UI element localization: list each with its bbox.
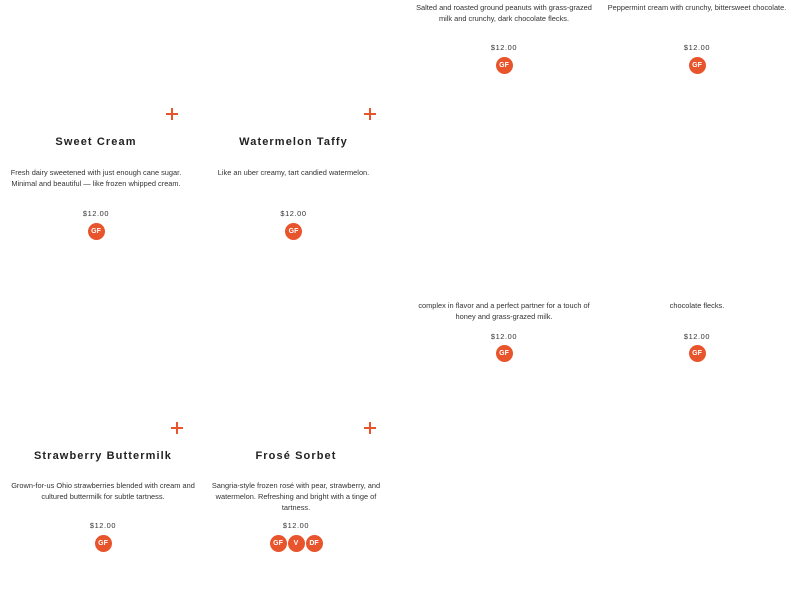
product-price: $12.00 <box>490 43 518 52</box>
product-name: Strawberry Buttermilk <box>33 450 173 462</box>
product-description: Sangria-style frozen rosé with pear, strawberry, and watermelon. Refreshing and bright with a tinge of tartness. <box>211 481 381 512</box>
gluten-free-badge: GF <box>496 345 513 362</box>
gluten-free-badge: GF <box>270 535 287 552</box>
product-price: $12.00 <box>82 209 110 218</box>
product-description: Fresh dairy sweetened with just enough cane sugar. Minimal and beautiful — like frozen whipped cream. <box>10 168 182 188</box>
product-description: Like an uber creamy, tart candied watermelon. <box>217 168 370 177</box>
dietary-badges <box>206 535 386 552</box>
plus-icon[interactable] <box>171 422 183 434</box>
dietary-badges <box>0 223 192 240</box>
dietary-badges <box>602 345 792 362</box>
plus-icon[interactable] <box>364 422 376 434</box>
gluten-free-badge: GF <box>95 535 112 552</box>
product-price: $12.00 <box>683 43 711 52</box>
dietary-badges <box>4 535 202 552</box>
gluten-free-badge: GF <box>285 223 302 240</box>
product-price: $12.00 <box>280 209 307 218</box>
plus-icon[interactable] <box>166 108 178 120</box>
product-description: Salted and roasted ground peanuts with grass-grazed milk and crunchy, dark chocolate flecks. <box>416 3 592 23</box>
product-description: complex in flavor and a perfect partner for a touch of honey and grass-grazed milk. <box>418 301 590 321</box>
product-name: Frosé Sorbet <box>255 450 337 462</box>
product-description: chocolate flecks. <box>669 301 725 310</box>
gluten-free-badge: GF <box>689 345 706 362</box>
product-price: $12.00 <box>683 332 711 341</box>
product-price: $12.00 <box>490 332 518 341</box>
dietary-badges <box>200 223 387 240</box>
gluten-free-badge: GF <box>496 57 513 74</box>
product-name: Sweet Cream <box>55 136 137 148</box>
product-name: Watermelon Taffy <box>239 136 348 148</box>
dietary-badges <box>412 345 596 362</box>
plus-icon[interactable] <box>364 108 376 120</box>
gluten-free-badge: GF <box>88 223 105 240</box>
product-description: Grown-for-us Ohio strawberries blended with cream and cultured buttermilk for subtle tartness. <box>11 481 195 501</box>
vegan-badge: V <box>288 535 305 552</box>
dairy-free-badge: DF <box>306 535 323 552</box>
product-price: $12.00 <box>282 521 310 530</box>
product-description: Peppermint cream with crunchy, bittersweet chocolate. <box>607 3 787 12</box>
gluten-free-badge: GF <box>689 57 706 74</box>
product-price: $12.00 <box>89 521 117 530</box>
dietary-badges <box>412 57 596 74</box>
dietary-badges <box>602 57 792 74</box>
